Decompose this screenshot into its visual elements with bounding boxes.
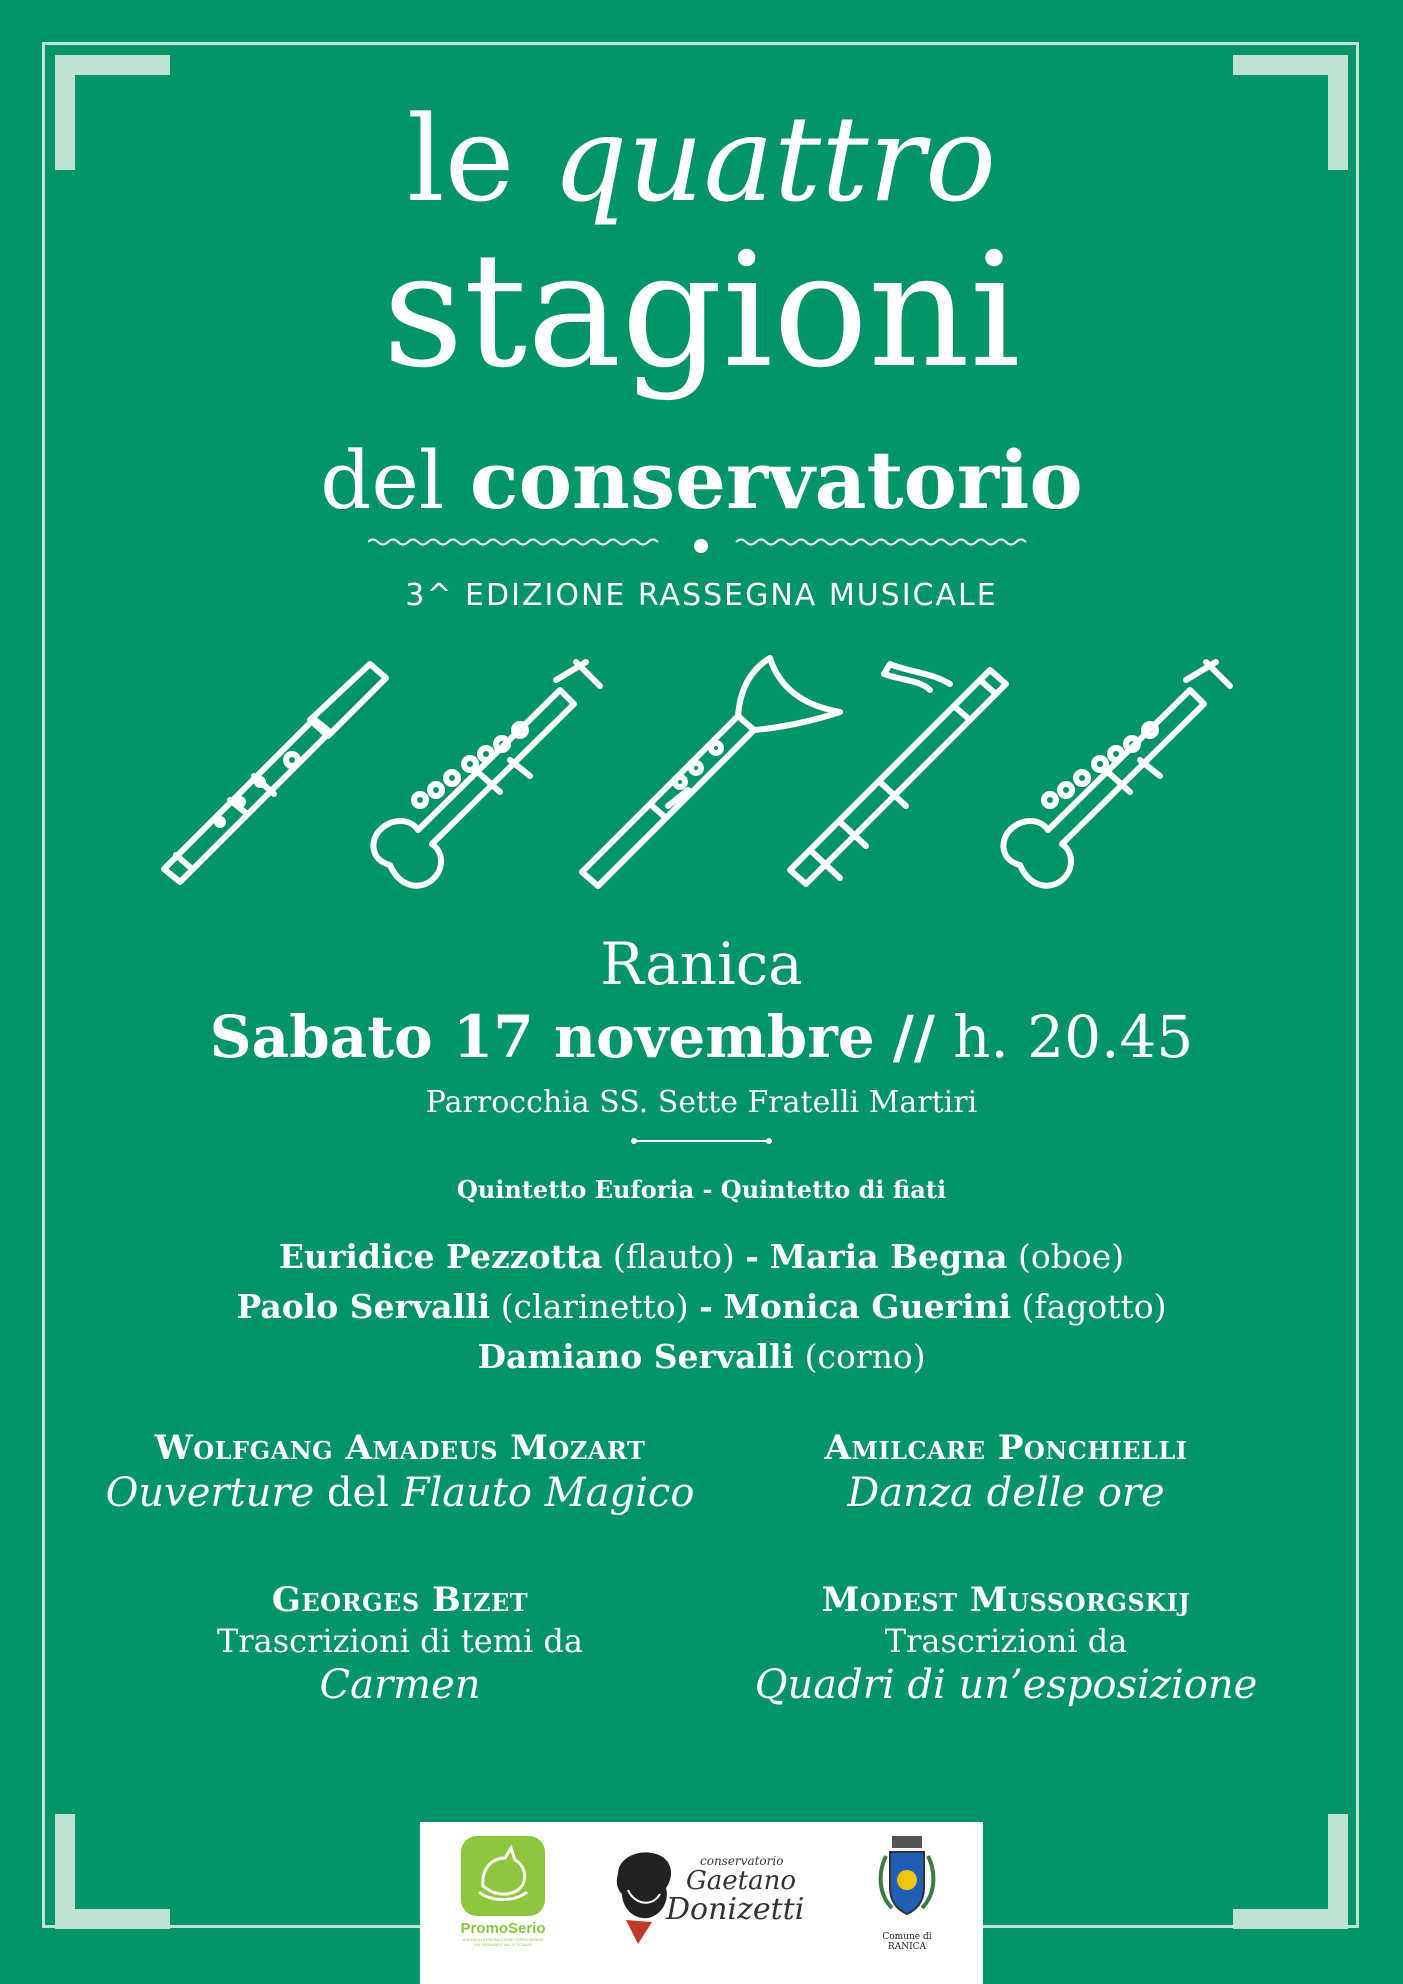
player-name: Maria Begna [769,1237,1008,1276]
player-instrument: (clarinetto) [500,1287,689,1326]
players-line-3 [0,1332,1403,1382]
wavy-divider [368,530,1035,560]
bassoon-icon [790,664,1006,884]
composer-name: Wolfgang Amadeus Mozart [154,1428,646,1468]
dash: - [745,1237,759,1276]
program-item-mozart [80,1428,720,1516]
players-list [0,1232,1403,1382]
composer-name: Georges Bizet [271,1580,529,1620]
piece-title [80,1470,720,1516]
event-time: h. 20.45 [953,1003,1194,1071]
corner-bracket-bottom-right [1233,1814,1348,1929]
title-del: del [320,434,445,527]
conservatorio-donizetti-logo [608,1844,808,1954]
players-line-1 [0,1232,1403,1282]
edition-subtitle: 3^ EDIZIONE RASSEGNA MUSICALE [405,578,998,613]
coat-of-arms-icon [872,1832,942,1928]
player-name: Monica Guerini [723,1287,1012,1326]
title-conservatorio: conservatorio [469,433,1083,527]
piccolo-icon [164,664,386,882]
small-divider [630,1135,773,1147]
fox-icon [461,1836,545,1916]
player-instrument: (corno) [804,1337,926,1376]
conservatorio-label: conservatorio [700,1854,784,1868]
corner-bracket-bottom-left [55,1814,170,1929]
program-item-bizet [80,1580,720,1708]
piece-title: Danza delle ore [847,1470,1165,1516]
title-quattro: quattro [551,90,997,228]
promoserio-subtitle-2: VALSERIANA E VAL DI SCALVE [473,1942,533,1947]
composer-name: Amilcare Ponchielli [824,1428,1188,1468]
player-instrument: (oboe) [1017,1237,1125,1276]
conservatorio-donizetti: Donizetti [666,1892,805,1927]
flute-icon [1003,662,1230,886]
piece-title-part: Ouverture [105,1470,315,1516]
composer-name: Modest Mussorgskij [821,1580,1191,1620]
program-item-ponchielli [686,1428,1326,1516]
comune-label-1: Comune di [882,1932,932,1942]
piece-intro: Trascrizioni da [884,1622,1128,1660]
title-line-1 [0,90,1403,228]
event-date: Sabato 17 novembre [209,1003,875,1071]
piece-title: Carmen [319,1662,481,1708]
ensemble-name: Quintetto Euforia - Quintetto di fiati [456,1175,947,1204]
title-stagioni: stagioni [382,219,1021,403]
promoserio-name: PromoSerio [460,1920,546,1937]
program-item-mussorgskij [686,1580,1326,1708]
player-instrument: (flauto) [612,1237,735,1276]
players-line-2 [0,1282,1403,1332]
comune-ranica-logo [872,1832,942,1952]
date-separator: // [892,1003,936,1071]
conservatorio-gaetano: Gaetano [686,1866,797,1896]
player-name: Euridice Pezzotta [278,1237,603,1276]
title-line-3 [0,433,1403,527]
event-venue: Parrocchia SS. Sette Fratelli Martiri [425,1085,978,1120]
piece-title: Quadri di un’esposizione [754,1662,1258,1708]
sponsor-logos-panel [420,1822,983,1984]
player-name: Damiano Servalli [477,1337,795,1376]
piece-title-part: Flauto Magico [401,1470,695,1516]
promoserio-subtitle-1: AGENZIA DI PROMOZIONE TERRITORIALE [462,1937,544,1942]
piece-title-connector: del [326,1470,389,1516]
comune-label-2: RANICA [887,1942,927,1952]
title-le: le [406,90,515,228]
piece-intro: Trascrizioni di temi da [217,1622,583,1660]
event-city: Ranica [600,930,803,998]
dash: - [699,1287,713,1326]
promoserio-logo [458,1836,548,1947]
player-name: Paolo Servalli [236,1287,491,1326]
instruments-row [150,650,1250,900]
flute-icon [373,662,600,886]
player-instrument: (fagotto) [1021,1287,1167,1326]
event-date-line [0,1003,1403,1071]
clarinet-icon [582,658,840,886]
